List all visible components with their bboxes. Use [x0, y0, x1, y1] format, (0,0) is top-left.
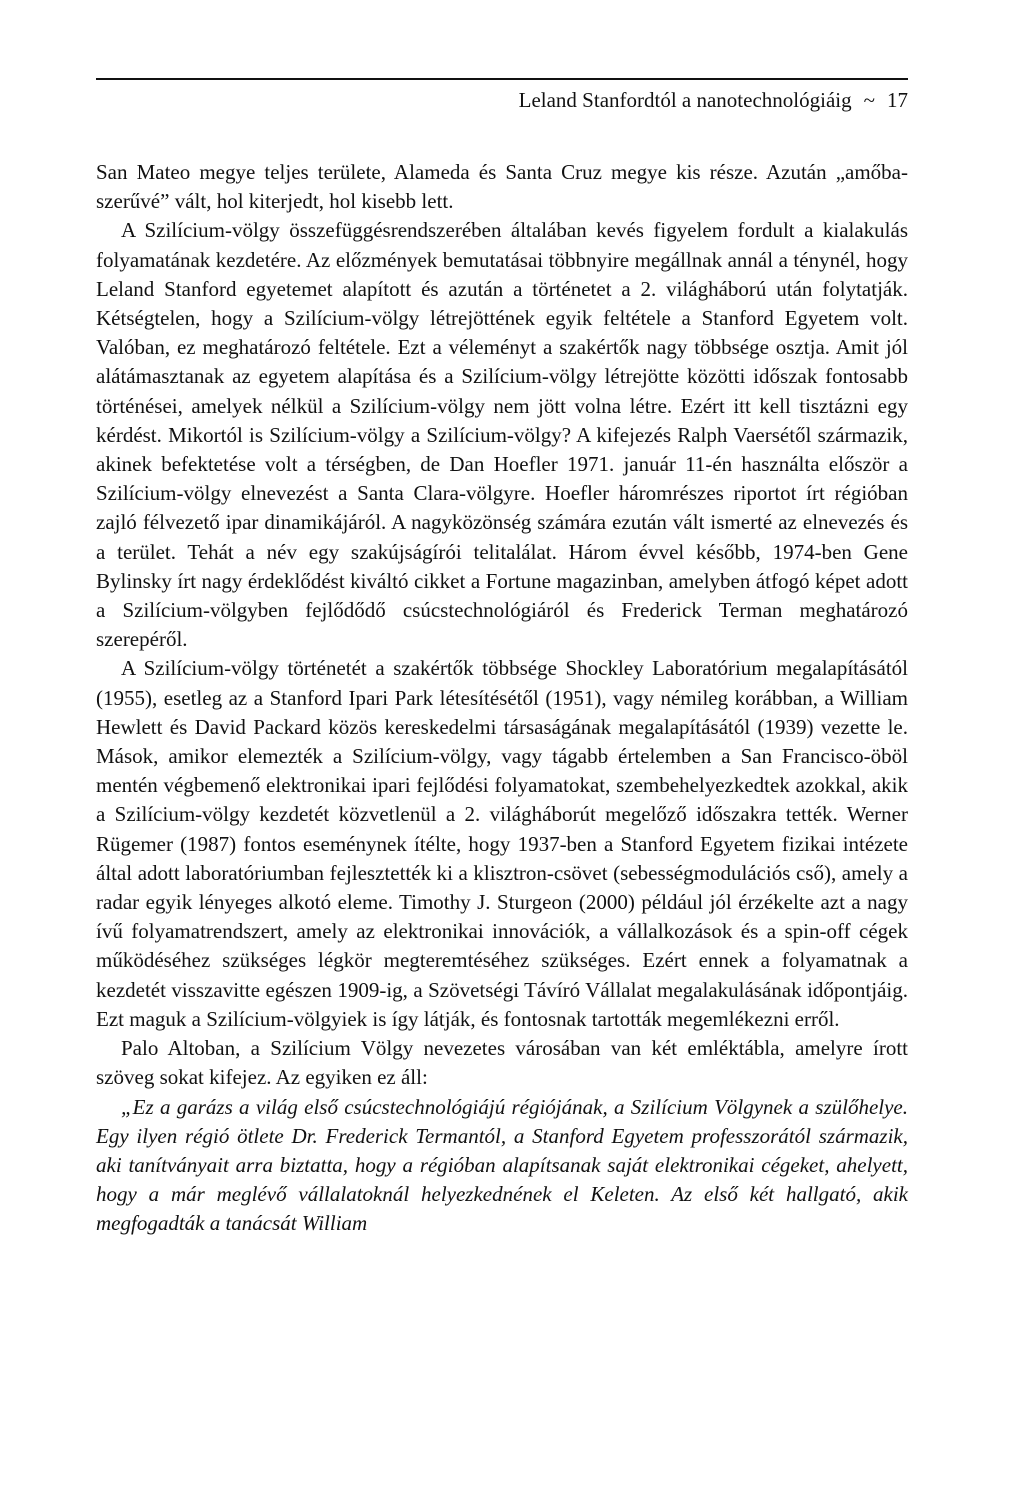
page-number: 17 [887, 88, 908, 112]
paragraph-palo-alto: Palo Altoban, a Szilícium Völgy nevezetes városában van két emléktábla, amelyre írott szöveg sokat kifejez. Az egyiken ez áll: [96, 1036, 908, 1090]
plaque-quote: „Ez a garázs a világ első csúcstechnológiájú régiójának, a Szilícium Völgynek a szülőhelye. Egy ilyen régió ötlete Dr. Frederick Termantól, a Stanford Egyetem professzorától származik, aki tanítványait arra biztatta, hogy a régióban alapítsanak saját elektronikai cégeket, ahelyett, hogy a már meglévő vállalatoknál helyezkednének el Keleten. Az első két hallgató, akik megfogadták a tanácsát William [96, 1094, 908, 1236]
body-text [96, 158, 908, 1239]
running-header [96, 78, 908, 113]
running-title: Leland Stanfordtól a nanotechnológiáig [518, 88, 852, 112]
header-separator: ~ [863, 88, 875, 112]
paragraph-continuation: San Mateo megye teljes területe, Alameda és Santa Cruz megye kis része. Azután „amőba-szerűvé” vált, hol kiterjedt, hol kisebb lett. [96, 160, 908, 214]
paragraph-history: A Szilícium-völgy történetét a szakértők többsége Shockley Laboratórium megalapításától (1955), esetleg az a Stanford Ipari Park létesítésétől (1951), vagy némileg korábban, a William Hewlett és David Packard közös kereskedelmi társaságának megalapításától (1939) vezette le. Mások, amikor elemezték a Szilícium-völgy, vagy tágabb értelemben a San Francisco-öböl mentén végbemenő elektronikai ipari fejlődési folyamatokat, szembehelyezkedtek azokkal, akik a Szilícium-völgy kezdetét közvetlenül a 2. világháborút megelőző időszakra tették. Werner Rügemer (1987) fontos eseménynek ítélte, hogy 1937-ben a Stanford Egyetem fizikai intézete által adott laboratóriumban fejlesztették ki a klisztron-csövet (sebességmodulációs cső), amely a radar egyik lényeges alkotó eleme. Timothy J. Sturgeon (2000) például jól érzékelte azt a nagy ívű folyamatrendszert, amely az elektronikai innovációk, a vállalkozások és a spin-off cégek működéséhez szükséges légkör megteremtéséhez szükséges. Ezért ennek a folyamatnak a kezdetét visszavitte egészen 1909-ig, a Szövetségi Távíró Vállalat megalakulásának időpontjáig. Ezt maguk a Szilícium-völgyiek is így látják, és fontosnak tartották megemlékezni erről. [96, 656, 908, 1031]
paragraph-origins: A Szilícium-völgy összefüggésrendszerében általában kevés figyelem fordult a kialakulás folyamatának kezdetére. Az előzmények bemutatásai többnyire megállnak annál a ténynél, hogy Leland Stanford egyetemet alapított és azután a történetet a 2. világháború után folytatják. Kétségtelen, hogy a Szilícium-völgy létrejöttének egyik feltétele a Stanford Egyetem volt. Valóban, ez meghatározó feltétele. Ezt a véleményt a szakértők nagy többsége osztja. Amit jól alátámasztanak az egyetem alapítása és a Szilícium-völgy létrejötte közötti időszak fontosabb történései, amelyek nélkül a Szilícium-völgy nem jött volna létre. Ezért itt kell tisztázni egy kérdést. Mikortól is Szilícium-völgy a Szilícium-völgy? A kifejezés Ralph Vaersétől származik, akinek befektetése volt a térségben, de Dan Hoefler 1971. január 11-én használta először a Szilícium-völgy elnevezést a Santa Clara-völgyre. Hoefler háromrészes riportot írt régióban zajló félvezető ipar dinamikájáról. A nagyközönség számára ezután vált ismerté az elnevezés és a terület. Tehát a név egy szakújságírói telitalálat. Három évvel később, 1974-ben Gene Bylinsky írt nagy érdeklődést kiváltó cikket a Fortune magazinban, amelyben átfogó képet adott a Szilícium-völgyben fejlődődő csúcstechnológiáról és Frederick Terman meghatározó szerepéről. [96, 218, 908, 652]
